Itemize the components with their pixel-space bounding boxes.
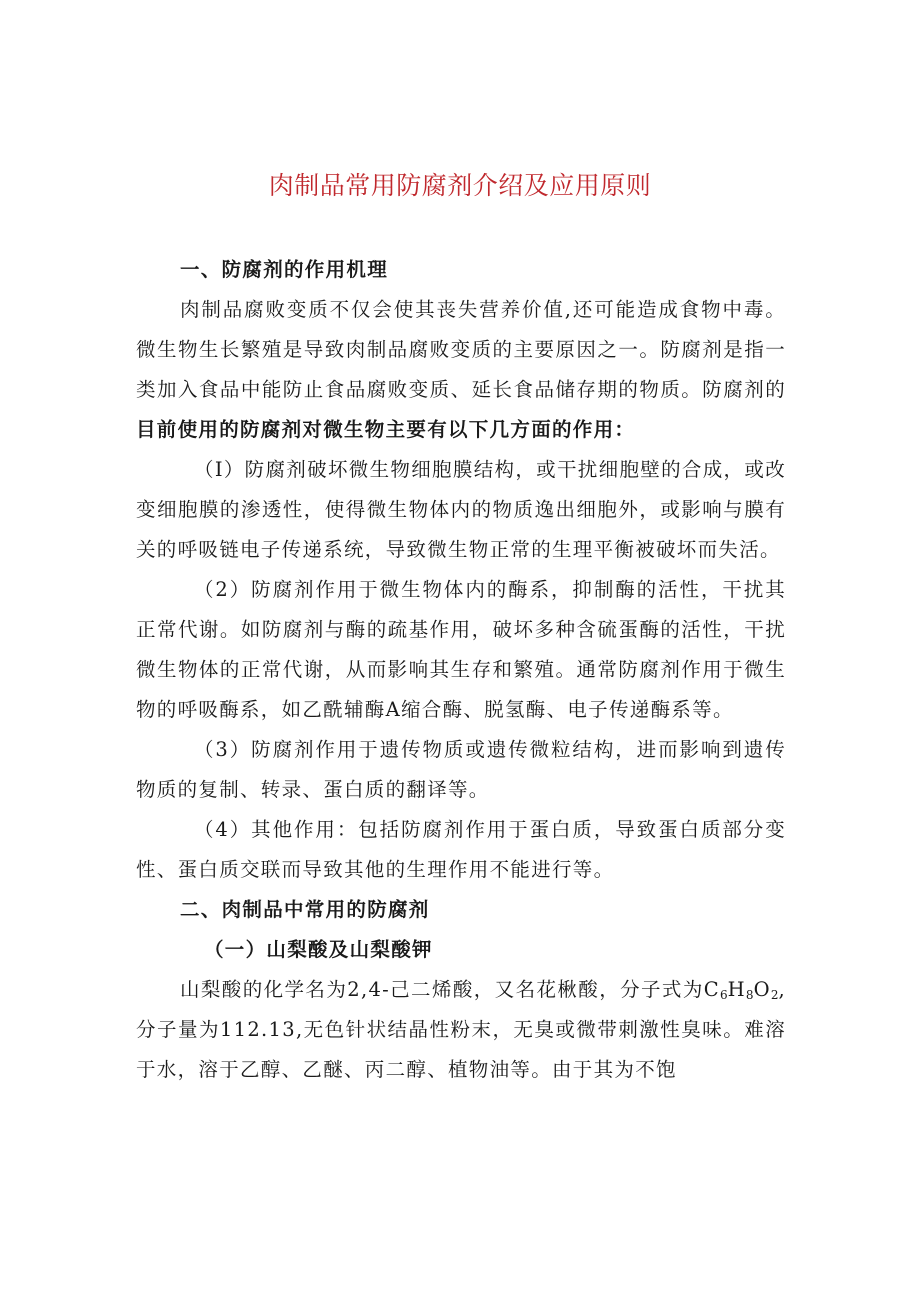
sorbic-text-1: 山梨酸的化学名为2,4-己二烯酸，又名花楸酸，分子式为 [180,978,704,1001]
intro-bold-text: 目前使用的防腐剂对微生物主要有以下几方面的作用： [136,418,636,441]
intro-text: 肉制品腐败变质不仅会使其丧失营养价值,还可能造成食物中毒。微生物生长繁殖是导致肉制品腐败变质的主要原因之一。防腐剂是指一类加入食品中能防止食品腐败变质、延长食品储存期的物质。防腐剂的 [136,298,786,401]
mechanism-item-4: （4）其他作用：包括防腐剂作用于蛋白质，导致蛋白质部分变性、蛋白质交联而导致其他的生理作用不能进行等。 [136,818,786,881]
molecular-formula: $C_6H_8O_2$ [703,978,779,1002]
mechanism-item-3: （3）防腐剂作用于遗传物质或遗传微粒结构，进而影响到遗传物质的复制、转录、蛋白质的翻译等。 [136,738,786,801]
mechanism-item-1: （I）防腐剂破坏微生物细胞膜结构，或干扰细胞壁的合成，或改变细胞膜的渗透性，使得微生物体内的物质逸出细胞外，或影响与膜有关的呼吸链电子传递系统，导致微生物正常的生理平衡被破坏而失活。 [136,458,786,561]
sorbic-acid-paragraph [136,970,786,1090]
section-2-subheading: （一）山梨酸及山梨酸钾 [204,938,433,961]
sorbic-text-2: ,分子量为112.13,无色针状结晶性粉末，无臭或微带刺激性臭味。难溶于水，溶于乙醇、乙醚、丙二醇、植物油等。由于其为不饱 [136,978,786,1081]
document-body [136,250,786,1090]
section-1-heading: 一、防腐剂的作用机理 [180,258,389,281]
section-1-intro [136,290,786,450]
document-title: 肉制品常用防腐剂介绍及应用原则 [268,171,652,200]
mechanism-item-2: （2）防腐剂作用于微生物体内的酶系，抑制酶的活性，干扰其正常代谢。如防腐剂与酶的疏基作用，破坏多种含硫蛋酶的活性，干扰微生物体的正常代谢，从而影响其生存和繁殖。通常防腐剂作用于微生物的呼吸酶系，如乙酰辅酶A缩合酶、脱氢酶、电子传递酶系等。 [136,578,786,721]
section-2-heading: 二、肉制品中常用的防腐剂 [180,898,430,921]
